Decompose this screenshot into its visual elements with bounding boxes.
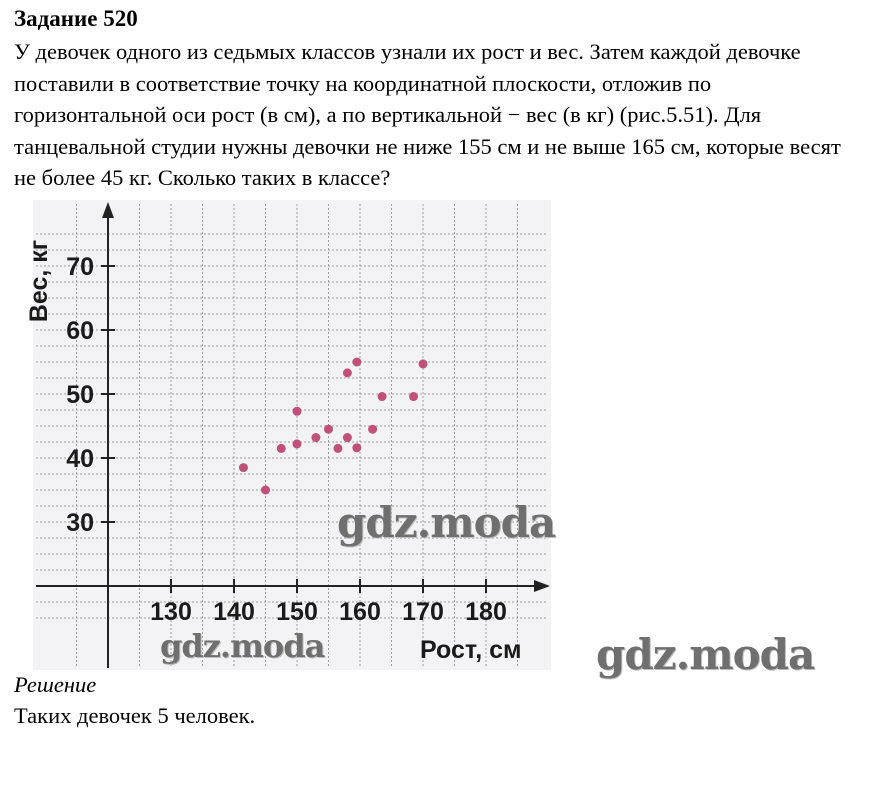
data-point <box>324 425 333 434</box>
y-tick-label: 50 <box>66 381 94 409</box>
data-point <box>293 407 302 416</box>
data-point <box>378 392 387 401</box>
data-point <box>419 359 428 368</box>
watermark: gdz.moda <box>596 630 815 679</box>
figure <box>0 196 600 676</box>
data-point <box>311 433 320 442</box>
solution-text: Таких девочек 5 человек. <box>14 703 256 728</box>
data-point <box>261 486 270 495</box>
watermark: gdz.moda <box>160 627 325 665</box>
y-tick-label: 60 <box>66 317 94 345</box>
watermark: gdz.moda <box>337 498 556 547</box>
task-text: У девочек одного из седьмых классов узнали их рост и вес. Затем каждой девочке поставили в соответствие точку на координатной плоскости, отложив по горизонтальной оси рост (в см), а по вертикальной − вес (в кг) (рис.5.51). Для танцевальной студии нужны девочки не ниже 155 см и не выше 165 см, которые весят не более 45 кг. Сколько таких в классе? <box>14 39 841 190</box>
y-tick-label: 30 <box>66 509 94 537</box>
data-point <box>293 439 302 448</box>
scatter-chart <box>0 196 600 676</box>
data-point <box>239 463 248 472</box>
data-point <box>409 392 418 401</box>
solution-label: Решение <box>14 672 97 697</box>
x-axis-label: Рост, см <box>420 636 522 664</box>
data-point <box>277 444 286 453</box>
x-tick-label: 140 <box>213 598 255 626</box>
y-tick-label: 70 <box>66 253 94 281</box>
data-point <box>368 425 377 434</box>
x-tick-label: 180 <box>465 598 507 626</box>
data-point <box>352 358 361 367</box>
x-tick-label: 130 <box>150 598 192 626</box>
data-point <box>352 443 361 452</box>
task-title: Задание 520 <box>14 6 138 31</box>
data-point <box>343 433 352 442</box>
x-tick-label: 150 <box>276 598 318 626</box>
y-axis-label: Вес, кг <box>25 239 53 323</box>
x-tick-label: 160 <box>339 598 381 626</box>
data-point <box>333 444 342 453</box>
x-tick-label: 170 <box>402 598 444 626</box>
data-point <box>343 368 352 377</box>
y-tick-label: 40 <box>66 445 94 473</box>
